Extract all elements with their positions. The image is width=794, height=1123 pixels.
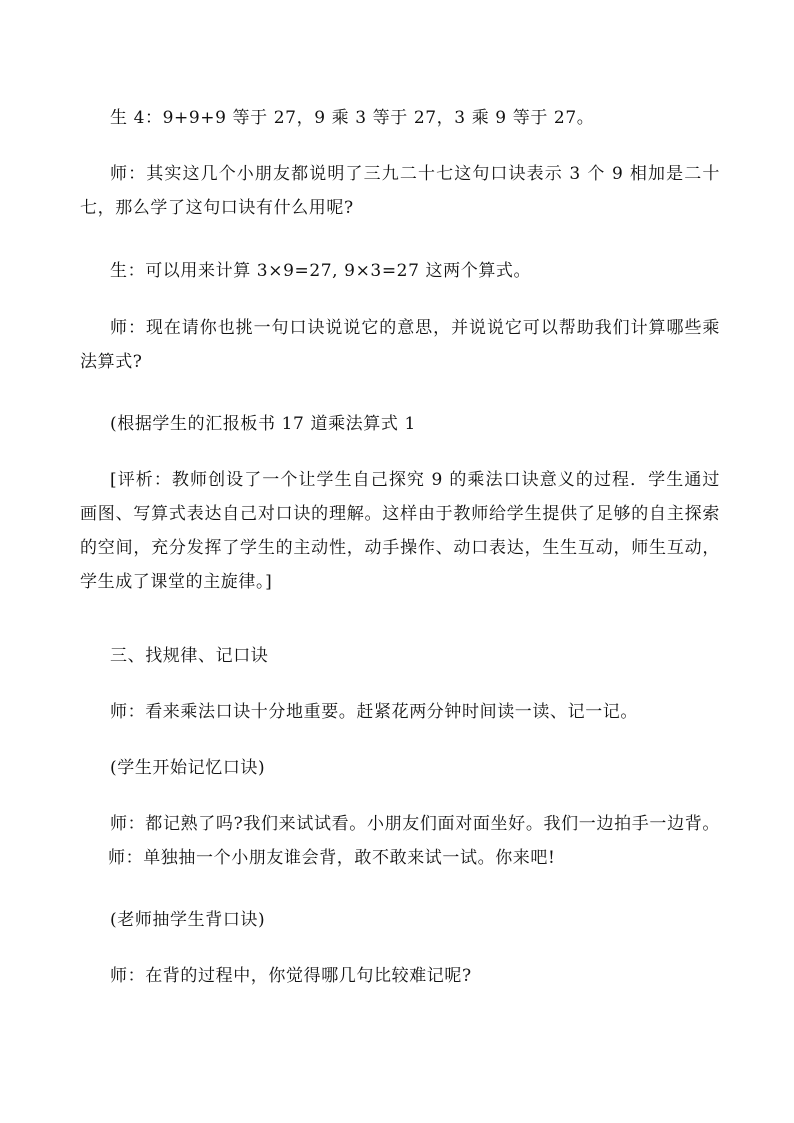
paragraph-student-memorize: (学生开始记忆口诀)	[110, 758, 266, 778]
section-heading: 三、找规律、记口诀	[110, 646, 269, 666]
paragraph-teacher-difficult: 师：在背的过程中，你觉得哪几句比较难记呢?	[110, 966, 472, 986]
paragraph-teacher-recite	[80, 807, 720, 875]
paragraph-board-note: (根据学生的汇报板书 17 道乘法算式 1	[110, 414, 416, 434]
paragraph-student-4: 生 4：9+9+9 等于 27，9 乘 3 等于 27，3 乘 9 等于 27。	[110, 108, 595, 128]
paragraph-teacher-picks: (老师抽学生背口诀)	[110, 910, 266, 930]
paragraph-teacher-memorize: 师：看来乘法口诀十分地重要。赶紧花两分钟时间读一读、记一记。	[110, 702, 638, 722]
teacher-recite-text: 师：都记熟了吗?我们来试试看。小朋友们面对面坐好。我们一边拍手一边背。	[110, 814, 720, 834]
teacher-pick-text: 师：单独抽一个小朋友谁会背，敢不敢来试一试。你来吧!	[108, 848, 556, 868]
paragraph-teacher-explain: 师：其实这几个小朋友都说明了三九二十七这句口诀表示 3 个 9 相加是二十七，那么学了这句口诀有什么用呢?	[80, 164, 720, 218]
paragraph-student-answer: 生：可以用来计算 3×9=27, 9×3=27 这两个算式。	[110, 261, 532, 281]
paragraph-commentary: [评析：教师创设了一个让学生自己探究 9 的乘法口诀意义的过程．学生通过画图、写算式表达自己对口诀的理解。这样由于教师给学生提供了足够的自主探索的空间，充分发挥了学生的主动性，动手操作、动口表达，生生互动，师生互动，学生成了课堂的主旋律。]	[80, 470, 720, 592]
paragraph-teacher-question: 师：现在请你也挑一句口诀说说它的意思，并说说它可以帮助我们计算哪些乘法算式?	[80, 318, 720, 372]
